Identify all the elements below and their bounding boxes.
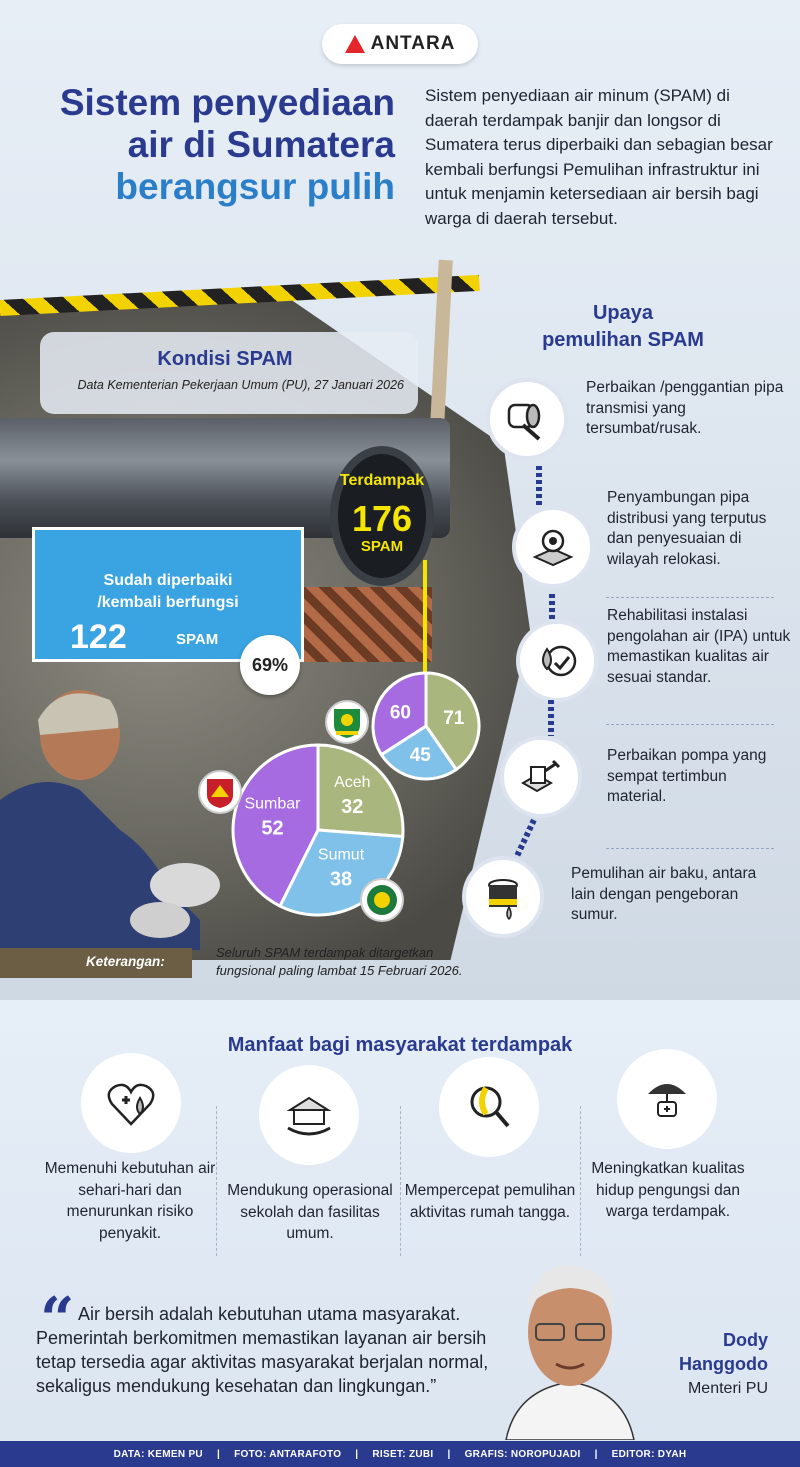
worker-photo xyxy=(0,680,240,950)
water-well-icon xyxy=(479,873,527,921)
manfaat-title: Manfaat bagi masyarakat terdampak xyxy=(227,1034,573,1056)
upaya-step-5-icon-circle xyxy=(462,856,544,938)
credit-sep: | xyxy=(216,1448,221,1460)
antara-logo-text: ANTARA xyxy=(370,33,456,54)
upaya-step-3-icon-circle xyxy=(516,620,598,702)
kondisi-source: Data Kementerian Pekerjaan Umum (PU), 27 Januari 2026 xyxy=(77,378,404,392)
author-last-name: Hanggodo xyxy=(679,1354,768,1374)
upaya-divider-2 xyxy=(606,724,774,725)
upaya-divider-3 xyxy=(606,848,774,849)
remaining-bar xyxy=(304,587,432,662)
credits-footer xyxy=(0,1441,800,1467)
pie-category-label: Sumbar xyxy=(244,795,301,813)
pie-value-label: 32 xyxy=(341,796,364,819)
quote-author-name xyxy=(612,1328,768,1376)
aceh-emblem xyxy=(325,700,369,744)
terdampak-label: Terdampak xyxy=(339,472,425,489)
manfaat-3-icon-circle xyxy=(442,1060,536,1154)
kondisi-title: Kondisi SPAM xyxy=(157,348,293,370)
upaya-divider-1 xyxy=(606,597,774,598)
pipe-connect-icon xyxy=(529,523,577,571)
upaya-connector-1 xyxy=(536,466,542,506)
antara-logo[interactable] xyxy=(322,24,478,64)
pie-value-label: 38 xyxy=(329,868,353,891)
percent-badge: 69% xyxy=(240,635,300,695)
repaired-unit: SPAM xyxy=(176,631,219,648)
antara-logo-icon xyxy=(345,35,365,53)
credit-foto: FOTO: ANTARAFOTO xyxy=(234,1448,342,1460)
upaya-connector-3 xyxy=(548,700,554,736)
credit-sep: | xyxy=(447,1448,451,1460)
upaya-title-line-1: Upaya xyxy=(592,302,654,324)
sumbar-emblem-icon xyxy=(203,775,237,809)
quote-text xyxy=(36,1302,496,1398)
pie-category-label: Aceh xyxy=(334,774,371,792)
page-title xyxy=(20,82,395,166)
health-water-icon xyxy=(104,1076,158,1130)
aceh-emblem-icon xyxy=(330,705,364,739)
credit-sep: | xyxy=(355,1448,359,1460)
upaya-connector-2 xyxy=(549,594,555,622)
quote-body: Air bersih adalah kebutuhan utama masyarakat. Pemerintah berkomitmen memastikan layanan air bersih tetap tersedia agar aktivitas masyarakat berjalan normal, sekaligus mendukung kesehatan dan lingkungan.” xyxy=(36,1304,489,1396)
kondisi-header-box xyxy=(40,332,418,414)
repaired-value: 122 xyxy=(70,618,127,656)
upaya-step-2-icon-circle xyxy=(512,506,594,588)
credit-editor: EDITOR: DYAH xyxy=(611,1448,687,1460)
sumbar-emblem xyxy=(198,770,242,814)
sumut-emblem-icon xyxy=(365,883,399,917)
water-treatment-icon xyxy=(533,637,581,685)
upaya-step-1-icon-circle xyxy=(486,378,568,460)
manfaat-divider-1 xyxy=(216,1106,217,1256)
school-icon xyxy=(282,1088,336,1142)
manfaat-3-text: Mempercepat pemulihan aktivitas rumah tangga. xyxy=(404,1182,576,1221)
keterangan-text: Seluruh SPAM terdampak ditargetkan fungsional paling lambat 15 Februari 2026. xyxy=(216,945,463,978)
upaya-step-1-text: Perbaikan /penggantian pipa transmisi yang tersumbat/rusak. xyxy=(586,379,784,437)
title-line-3: berangsur pulih xyxy=(115,166,395,207)
intro-paragraph: Sistem penyediaan air minum (SPAM) di daerah terdampak banjir dan longsor di Sumatera terus diperbaiki dan sebagian besar kembali berfungsi Pemulihan infrastruktur ini untuk menjamin ketersediaan air bersih bagi warga di daerah tersebut. xyxy=(425,86,773,228)
upaya-step-2-text: Penyambungan pipa distribusi yang terputus dan penyesuaian di wilayah relokasi. xyxy=(607,489,767,568)
quote-mark-icon: “ xyxy=(40,1285,75,1355)
quote-author-role: Menteri PU xyxy=(687,1380,768,1397)
credit-sep: | xyxy=(594,1448,598,1460)
umbrella-care-icon xyxy=(640,1072,694,1126)
pie-value-label: 52 xyxy=(261,817,284,840)
pie-category-label: Sumut xyxy=(317,846,365,864)
pie-value-label: 60 xyxy=(389,702,411,724)
credit-riset: RISET: ZUBI xyxy=(372,1448,434,1460)
upaya-step-4-text: Perbaikan pompa yang sempat tertimbun material. xyxy=(607,747,767,805)
author-first-name: Dody xyxy=(723,1330,768,1350)
manfaat-4-icon-circle xyxy=(620,1052,714,1146)
terdampak-value: 176 xyxy=(351,498,413,539)
repaired-label-line-1: Sudah diperbaiki xyxy=(103,572,233,589)
pipe-wrench-icon xyxy=(503,395,551,443)
repaired-label-line-2: /kembali berfungsi xyxy=(97,594,239,611)
sumut-emblem xyxy=(360,878,404,922)
manfaat-2-text: Mendukung operasional sekolah dan fasilitas umum. xyxy=(227,1182,393,1242)
manfaat-2-icon-circle xyxy=(262,1068,356,1162)
credit-data: DATA: KEMEN PU xyxy=(113,1448,203,1460)
pie-value-label: 71 xyxy=(443,707,465,729)
faucet-icon xyxy=(462,1080,516,1134)
upaya-title xyxy=(505,300,741,354)
upaya-step-5-text: Pemulihan air baku, antara lain dengan pengeboran sumur. xyxy=(571,865,757,923)
title-line-2: air di Sumatera xyxy=(127,124,395,165)
terdampak-unit: SPAM xyxy=(360,538,404,555)
manfaat-4-text: Meningkatkan kualitas hidup pengungsi dan warga terdampak. xyxy=(591,1160,745,1220)
connector-line xyxy=(423,560,427,680)
keterangan-label: Keterangan: xyxy=(86,954,165,969)
upaya-title-line-2: pemulihan SPAM xyxy=(542,329,704,351)
title-line-1: Sistem penyediaan xyxy=(59,82,395,123)
upaya-step-3-text: Rehabilitasi instalasi pengolahan air (IPA) untuk memastikan kualitas air sesuai standar. xyxy=(607,607,791,686)
manfaat-1-text: Memenuhi kebutuhan air sehari-hari dan menurunkan risiko penyakit. xyxy=(44,1160,216,1242)
upaya-step-4-icon-circle xyxy=(500,736,582,818)
manfaat-1-icon-circle xyxy=(84,1056,178,1150)
water-pump-icon xyxy=(517,753,565,801)
pie-value-label: 45 xyxy=(409,745,431,767)
credit-grafis: GRAFIS: NOROPUJADI xyxy=(464,1448,581,1460)
